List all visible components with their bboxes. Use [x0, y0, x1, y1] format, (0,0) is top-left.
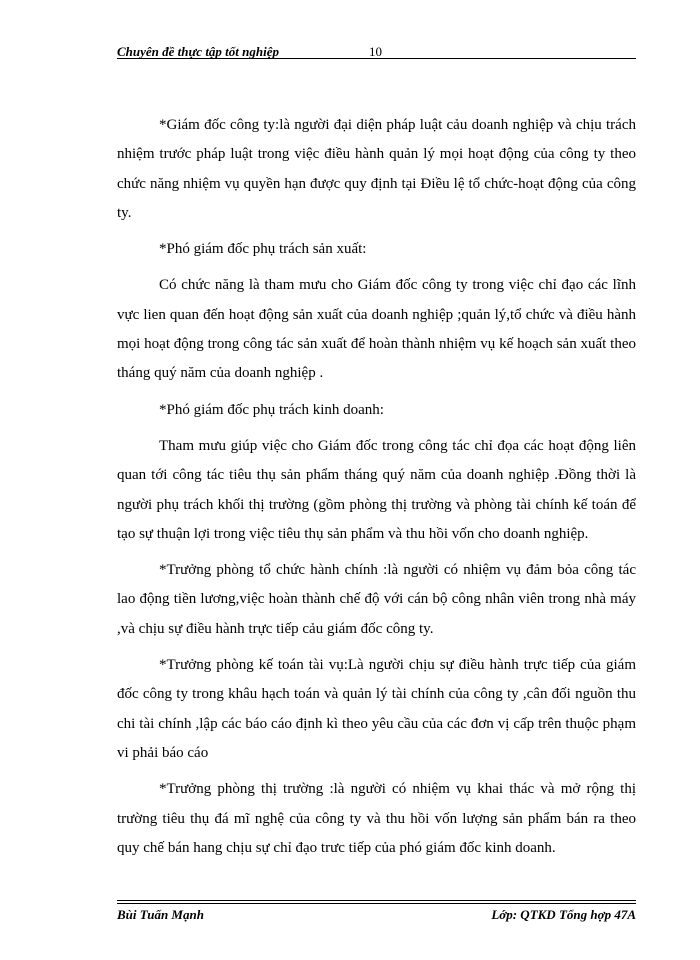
header-title: Chuyên đề thực tập tốt nghiệp — [117, 44, 279, 59]
paragraph-deputy-production: Có chức năng là tham mưu cho Giám đốc công ty trong việc chỉ đạo các lĩnh vực lien quan đến hoạt động sản xuất của doanh nghiệp ;quản lý,tổ chức và điều hành mọi hoạt động trong công tác sản xuất để hoàn thành nhiệm vụ kế hoạch sản xuất theo tháng quý năm của doanh nghiệp . — [117, 277, 636, 382]
heading-deputy-business: *Phó giám đốc phụ trách kinh doanh: — [159, 401, 384, 418]
page-header — [117, 40, 636, 60]
paragraph-market-head: *Trưởng phòng thị trường :là người có nhiệm vụ khai thác và mở rộng thị trường tiêu thụ đá mĩ nghệ của công ty và thu hồi vốn lượng sản phẩm bán ra theo quy chế bán hang chịu sự chỉ đạo trưc tiếp của phó giám đốc kinh doanh. — [117, 781, 636, 856]
page-number: 10 — [369, 44, 382, 59]
paragraph-director: *Giám đốc công ty:là người đại diện pháp luật cảu doanh nghiệp và chịu trách nhiệm trước pháp luật trong việc điều hành quản lý mọi hoạt động của công ty theo chức năng nhiệm vụ quyền hạn được quy định tại Điều lệ tổ chức-hoạt động của công ty. — [117, 117, 636, 221]
footer-author: Bùi Tuấn Mạnh — [117, 907, 204, 922]
footer-class: Lớp: QTKD Tổng hợp 47A — [491, 907, 636, 922]
header-rule — [117, 58, 636, 59]
paragraph-admin-head: *Trưởng phòng tổ chức hành chính :là người có nhiệm vụ đảm bỏa công tác lao động tiền lương,việc hoàn thành chế độ với cán bộ công nhân viên trong nhà máy ,và chịu sự điều hành trực tiếp cảu giám đốc công ty. — [117, 562, 636, 637]
body-content — [117, 111, 636, 870]
footer-rule-bottom — [117, 903, 636, 904]
footer-rule-top — [117, 900, 636, 901]
paragraph-deputy-business: Tham mưu giúp việc cho Giám đốc trong công tác chỉ đọa các hoạt động liên quan tới công tác tiêu thụ sản phẩm tháng quý năm của doanh nghiệp .Đồng thời là người phụ trách khối thị trường (gồm phòng thị trường và phòng tài chính kế toán để tạo sự thuận lợi trong việc tiêu thụ sản phẩm và thu hồi vốn cho doanh nghiệp. — [117, 437, 636, 542]
heading-deputy-production: *Phó giám đốc phụ trách sản xuất: — [159, 241, 367, 258]
paragraph-accounting-head: *Trưởng phòng kế toán tài vụ:Là người chịu sự điều hành trực tiếp của giám đốc công ty trong khâu hạch toán và quản lý tài chính của công ty ,cân đối nguồn thu chi tài chính ,lập các báo cáo định kì theo yêu cầu của các đơn vị cấp trên thuộc phạm vi phải báo cáo — [117, 657, 636, 761]
